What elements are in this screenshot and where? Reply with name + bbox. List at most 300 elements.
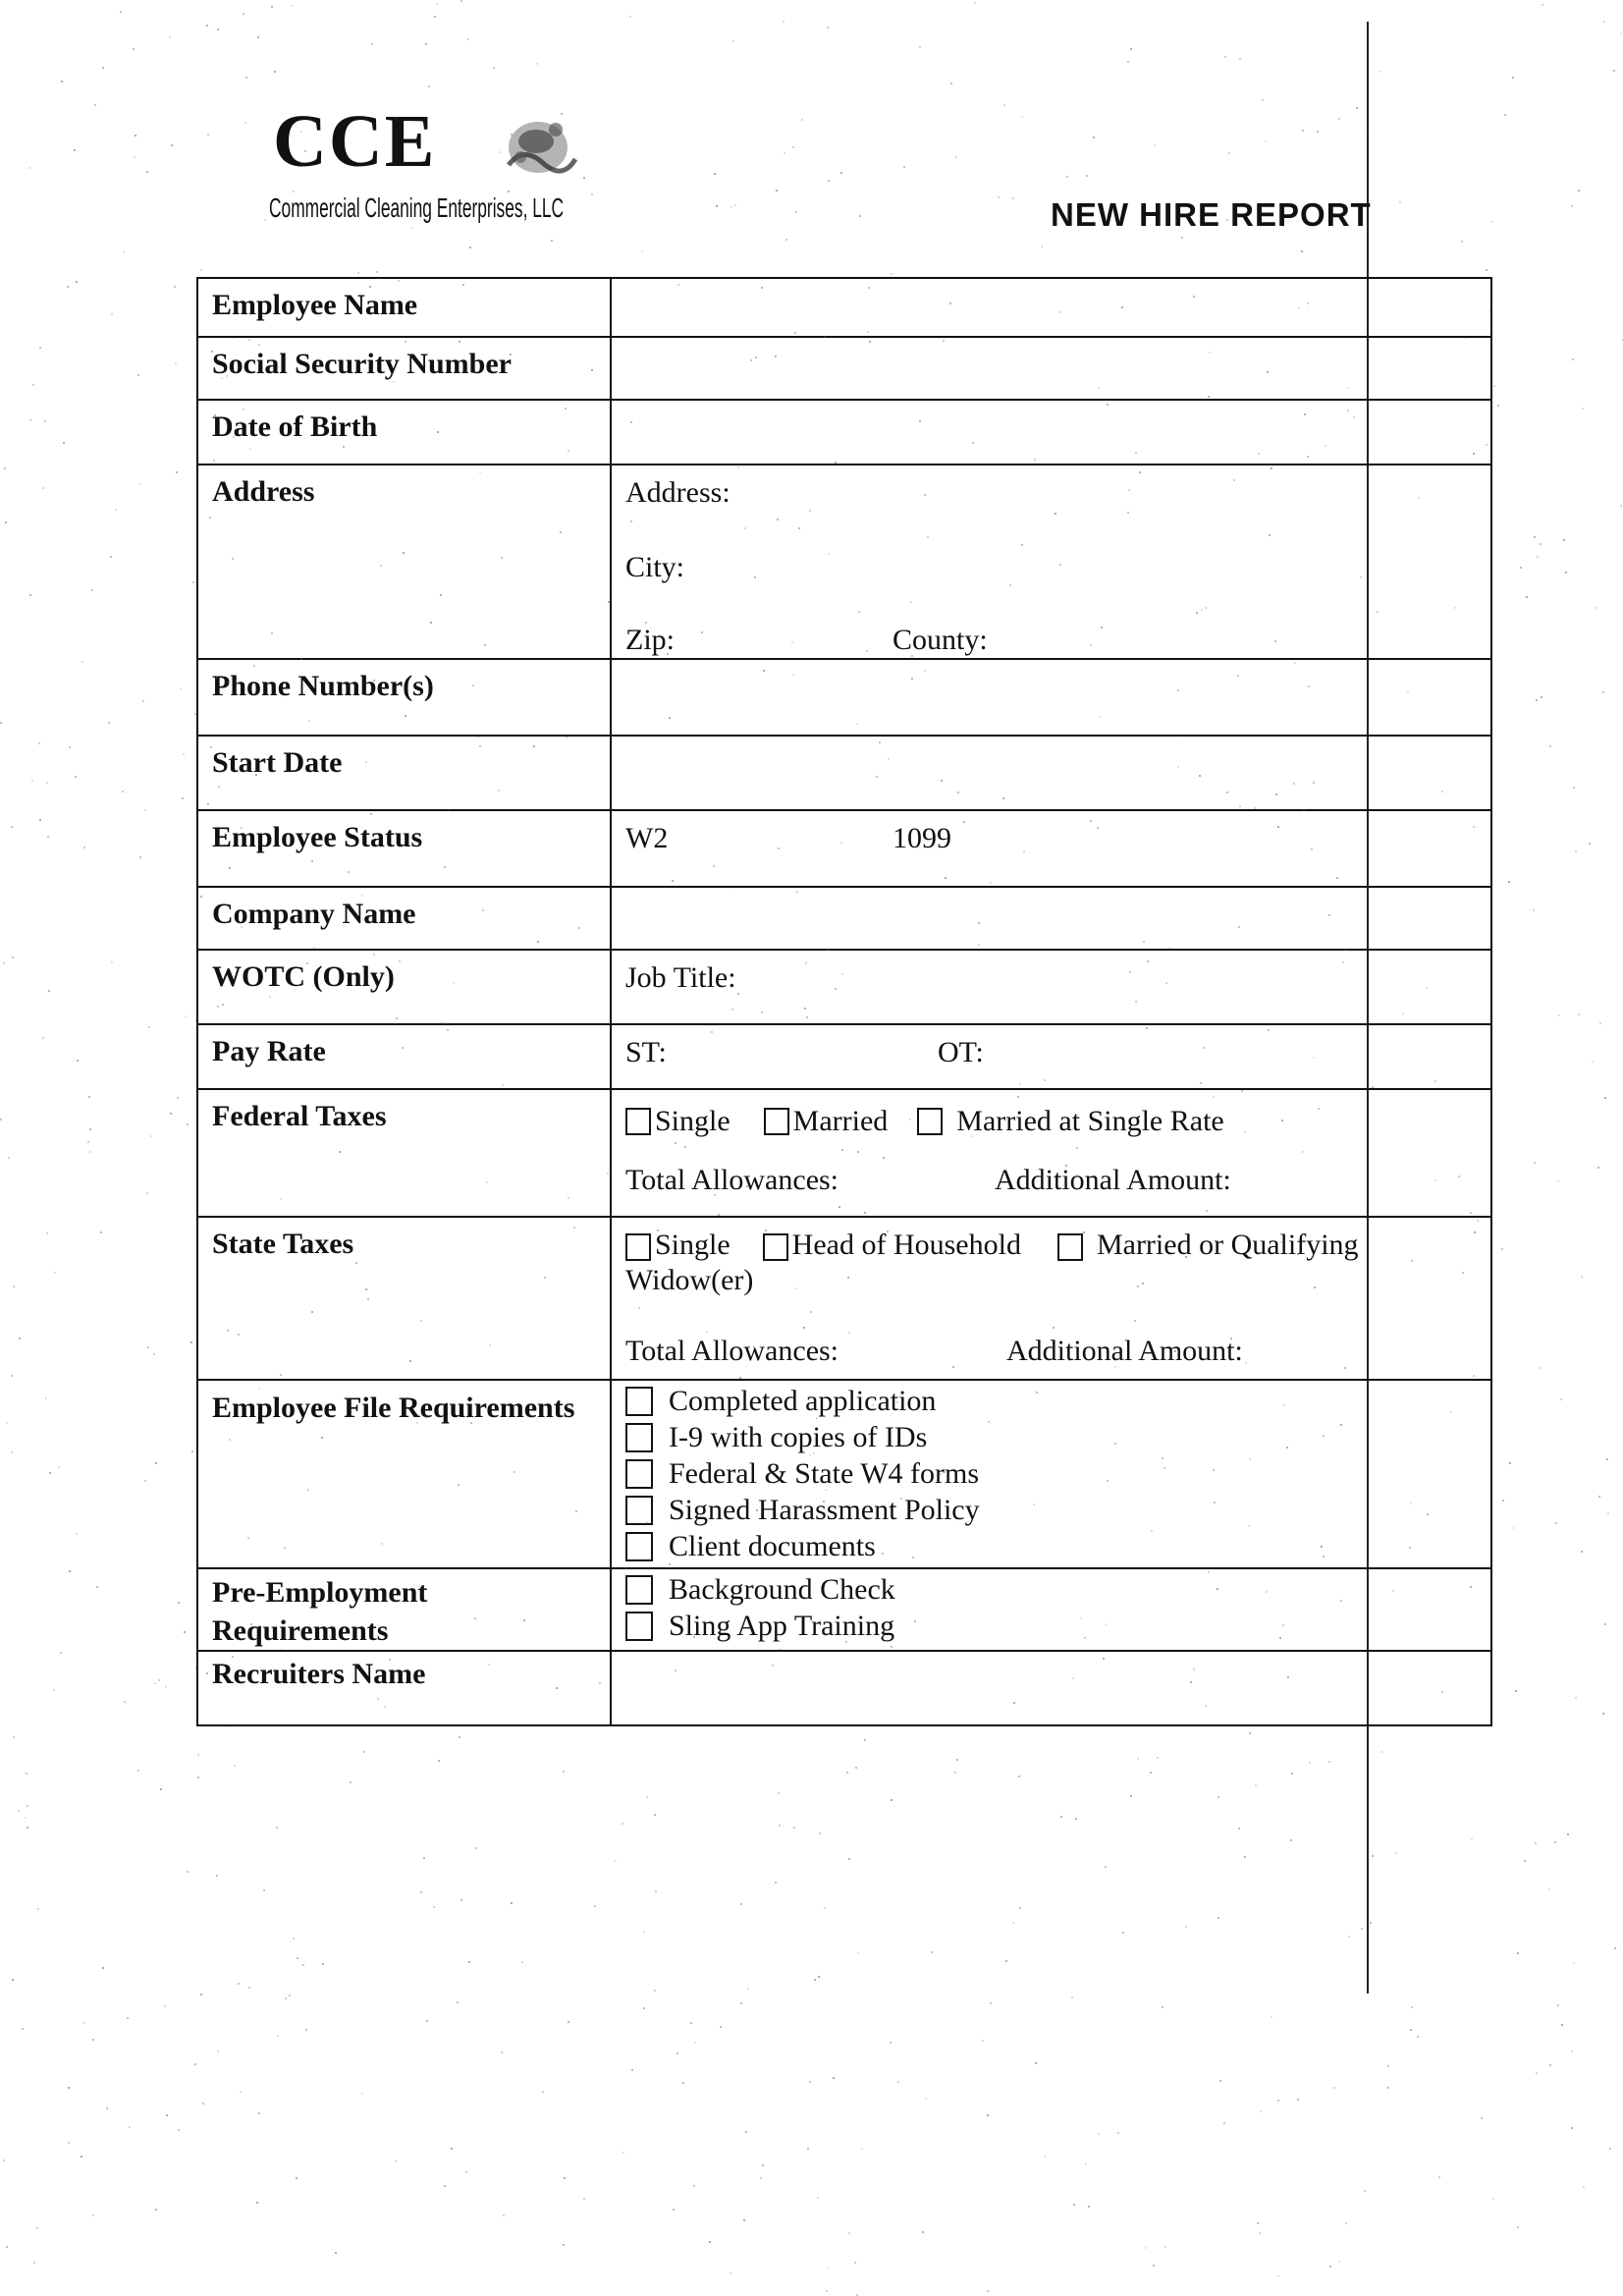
pre-employment-requirements-cell (611, 1568, 1491, 1651)
scan-speckle (146, 1192, 148, 1194)
scan-speckle (792, 674, 794, 676)
scan-speckle (1450, 1411, 1452, 1413)
scan-speckle (1438, 2176, 1440, 2178)
scan-speckle (556, 1687, 558, 1689)
scan-speckle (568, 450, 569, 452)
checklist-item (625, 1571, 1475, 1608)
scan-speckle (60, 1652, 62, 1654)
scan-speckle (630, 421, 632, 423)
scan-speckle (243, 13, 244, 15)
scan-speckle (1162, 2006, 1163, 2008)
scan-speckle (1434, 1080, 1436, 1082)
scan-speckle (841, 1149, 843, 1151)
scan-speckle (61, 81, 63, 82)
scan-speckle (1098, 2133, 1100, 2135)
scan-speckle (250, 1623, 252, 1625)
scan-speckle (1101, 627, 1103, 629)
scan-speckle (1399, 201, 1401, 203)
scan-speckle (1213, 1469, 1215, 1471)
scan-speckle (147, 1346, 149, 1348)
dob-field[interactable] (611, 400, 1491, 465)
scan-speckle (377, 1698, 379, 1700)
company-name-field[interactable] (611, 887, 1491, 950)
scan-speckle (313, 947, 315, 949)
scan-speckle (896, 1401, 898, 1403)
scan-speckle (1241, 1090, 1243, 1092)
scan-speckle (155, 1462, 157, 1464)
job-title-field[interactable] (611, 950, 1491, 1024)
state-additional-amount-field[interactable] (1006, 1334, 1243, 1369)
label-dob: Date of Birth (197, 400, 611, 465)
scan-speckle (448, 809, 450, 811)
scan-speckle (414, 1412, 416, 1414)
scan-speckle (134, 156, 135, 158)
scan-speckle (1581, 1551, 1583, 1553)
scan-speckle (1146, 1027, 1148, 1029)
scan-speckle (855, 1767, 857, 1769)
scan-speckle (607, 1173, 609, 1175)
scan-speckle (762, 2164, 764, 2166)
scan-speckle (1066, 176, 1068, 178)
scan-speckle (227, 682, 229, 683)
scan-speckle (706, 1331, 708, 1333)
scan-speckle (1441, 1691, 1443, 1693)
scan-speckle (293, 191, 295, 192)
recruiters-name-field[interactable] (611, 1651, 1491, 1725)
scan-speckle (963, 821, 965, 823)
scan-speckle (1151, 1530, 1153, 1532)
scan-speckle (0, 722, 2, 724)
scan-speckle (343, 446, 345, 448)
scan-speckle (307, 1489, 309, 1491)
scan-speckle (706, 1254, 708, 1256)
scan-speckle (1114, 1366, 1116, 1368)
scan-speckle (1336, 877, 1338, 879)
scan-speckle (1581, 1276, 1583, 1278)
scan-speckle (1164, 2246, 1166, 2248)
scan-speckle (69, 746, 71, 748)
scan-speckle (1541, 696, 1542, 698)
sling-app-training-checkbox[interactable] (625, 1612, 653, 1641)
scan-speckle (510, 354, 512, 355)
start-date-field[interactable] (611, 736, 1491, 810)
globe-leaf-logo-icon (499, 116, 579, 177)
ot-label: OT: (938, 1036, 984, 1068)
scan-speckle (1309, 1762, 1311, 1764)
scan-speckle (1348, 1936, 1350, 1938)
scan-speckle (381, 1543, 383, 1545)
scan-speckle (1379, 71, 1380, 73)
scan-speckle (1558, 1014, 1560, 1016)
scan-speckle (69, 1570, 71, 1572)
scan-speckle (108, 722, 110, 724)
scan-speckle (583, 2198, 585, 2200)
scan-speckle (371, 43, 373, 45)
scan-speckle (1561, 2024, 1563, 2026)
scan-speckle (183, 753, 185, 755)
scan-speckle (440, 594, 442, 596)
scan-speckle (1090, 820, 1092, 822)
w4-forms-label: Federal & State W4 forms (669, 1456, 980, 1490)
label-phone: Phone Number(s) (197, 659, 611, 736)
zip-field[interactable] (625, 623, 893, 658)
ot-rate-field[interactable] (938, 1035, 984, 1070)
address-line-field[interactable] (625, 475, 1475, 550)
scan-speckle (1274, 640, 1276, 642)
scan-speckle (238, 1334, 240, 1336)
federal-married-single-rate-label: Married at Single Rate (956, 1105, 1224, 1137)
state-married-qualifying-checkbox[interactable] (1057, 1233, 1083, 1261)
scan-speckle (1201, 609, 1203, 611)
scan-speckle (868, 287, 870, 289)
scan-speckle (195, 1667, 197, 1669)
scan-speckle (1281, 1120, 1283, 1121)
scan-speckle (1193, 296, 1195, 298)
scan-speckle (1135, 1001, 1137, 1003)
scan-speckle (200, 269, 202, 271)
scan-speckle (280, 1198, 282, 1200)
phone-field[interactable] (611, 659, 1491, 736)
scan-speckle (46, 1232, 48, 1234)
scan-speckle (306, 962, 308, 964)
scan-speckle (27, 1827, 28, 1829)
scan-speckle (1193, 1668, 1195, 1670)
scan-speckle (195, 1019, 197, 1021)
scan-speckle (256, 2202, 258, 2204)
label-state-taxes: State Taxes (197, 1217, 611, 1380)
state-head-of-household-label: Head of Household (791, 1229, 1021, 1261)
scan-speckle (211, 351, 213, 353)
scan-speckle (1127, 61, 1129, 63)
scan-speckle (716, 205, 718, 207)
state-single-checkbox[interactable] (625, 1233, 651, 1261)
scan-speckle (1307, 302, 1309, 304)
scan-speckle (425, 1416, 427, 1418)
completed-application-checkbox[interactable] (625, 1387, 653, 1416)
scan-speckle (1578, 1013, 1580, 1015)
scan-speckle (537, 941, 539, 943)
scan-speckle (83, 847, 85, 848)
scan-speckle (49, 1472, 51, 1474)
scan-speckle (638, 1307, 640, 1309)
state-single-label: Single (655, 1229, 730, 1261)
scan-speckle (848, 1332, 850, 1334)
scan-speckle (909, 1119, 911, 1121)
label-address: Address (197, 465, 611, 659)
scan-speckle (1361, 1928, 1363, 1930)
scan-speckle (1323, 1435, 1325, 1437)
scan-speckle (1317, 131, 1319, 133)
scan-speckle (987, 2114, 989, 2116)
scan-speckle (1583, 2186, 1585, 2188)
scan-speckle (511, 1902, 513, 1904)
scan-speckle (772, 1665, 774, 1667)
scan-speckle (1301, 250, 1303, 252)
scan-speckle (988, 1421, 990, 1423)
federal-married-single-rate-checkbox[interactable] (917, 1108, 943, 1135)
employee-name-field[interactable] (611, 278, 1491, 337)
scan-speckle (1557, 2004, 1559, 2006)
scan-speckle (1512, 1527, 1514, 1529)
w4-forms-checkbox[interactable] (625, 1459, 653, 1489)
scan-speckle (841, 973, 843, 975)
scan-speckle (887, 1230, 889, 1232)
form-row-start-date (197, 736, 1491, 810)
scan-speckle (339, 1151, 341, 1153)
scan-speckle (1150, 1772, 1152, 1774)
state-taxes-cell (611, 1217, 1491, 1380)
state-total-allowances-field[interactable] (625, 1334, 1006, 1369)
scan-speckle (667, 653, 669, 655)
county-field[interactable] (893, 623, 988, 658)
scan-speckle (1526, 596, 1528, 598)
scan-speckle (824, 1907, 826, 1909)
scan-speckle (622, 2152, 624, 2154)
scan-speckle (258, 2112, 260, 2114)
scan-speckle (891, 1646, 893, 1648)
scan-speckle (3, 962, 5, 964)
scan-speckle (835, 988, 837, 990)
scan-speckle (291, 5, 293, 7)
scan-speckle (409, 1360, 411, 1362)
scan-speckle (791, 641, 793, 643)
scan-speckle (638, 835, 640, 837)
scan-speckle (13, 1736, 15, 1738)
scan-speckle (39, 819, 41, 821)
scan-speckle (1271, 467, 1272, 469)
scan-speckle (1106, 1623, 1108, 1625)
scan-speckle (672, 880, 674, 882)
scan-speckle (123, 251, 125, 253)
scan-speckle (37, 1908, 39, 1910)
scan-speckle (178, 2129, 180, 2131)
scan-speckle (45, 1397, 47, 1399)
scan-speckle (206, 25, 208, 27)
st-label: ST: (625, 1036, 667, 1068)
city-field[interactable] (625, 550, 1475, 623)
scan-speckle (793, 1827, 795, 1829)
scan-speckle (416, 1422, 418, 1424)
background-check-label: Background Check (669, 1572, 895, 1606)
scan-speckle (1093, 137, 1095, 138)
scan-speckle (1266, 1591, 1268, 1593)
scan-speckle (1269, 534, 1271, 536)
scan-speckle (76, 1533, 78, 1535)
status-option-1099[interactable]: 1099 (893, 822, 951, 854)
scan-speckle (1596, 607, 1597, 609)
scan-speckle (1575, 1697, 1577, 1699)
scan-speckle (192, 581, 194, 583)
scan-speckle (350, 1781, 352, 1783)
scan-speckle (96, 1586, 98, 1588)
scan-speckle (1297, 1253, 1299, 1255)
scan-speckle (229, 867, 231, 869)
scan-speckle (245, 77, 247, 79)
scan-speckle (1509, 1462, 1511, 1464)
scan-speckle (1571, 2050, 1573, 2052)
scan-speckle (501, 557, 503, 559)
scan-speckle (957, 792, 959, 793)
scan-speckle (1200, 1082, 1202, 1084)
scan-speckle (425, 219, 427, 221)
scan-speckle (1565, 572, 1567, 574)
federal-additional-amount-field[interactable] (995, 1163, 1231, 1198)
scan-speckle (124, 1701, 126, 1703)
scan-speckle (890, 2042, 892, 2044)
scan-speckle (155, 2209, 157, 2211)
scan-speckle (536, 63, 538, 65)
scan-speckle (982, 2040, 984, 2042)
scan-speckle (890, 1592, 892, 1594)
scan-speckle (1504, 114, 1506, 116)
scan-speckle (373, 954, 375, 956)
scan-speckle (1311, 848, 1313, 850)
form-row-pay-rate (197, 1024, 1491, 1089)
scan-speckle (1329, 2266, 1331, 2268)
scan-speckle (395, 2160, 397, 2162)
scan-speckle (241, 926, 243, 928)
scan-speckle (1245, 1362, 1247, 1364)
scan-speckle (919, 420, 921, 422)
scan-speckle (182, 797, 184, 799)
federal-married-checkbox[interactable] (764, 1108, 789, 1135)
scan-speckle (46, 782, 48, 784)
scan-speckle (646, 1796, 648, 1798)
scan-speckle (160, 1788, 162, 1790)
scan-speckle (720, 2026, 722, 2028)
scan-speckle (297, 1957, 298, 1959)
scan-speckle (12, 1979, 14, 1981)
federal-single-checkbox[interactable] (625, 1108, 651, 1135)
scan-speckle (827, 949, 829, 951)
scan-speckle (11, 826, 13, 828)
scan-speckle (458, 1484, 460, 1486)
scan-speckle (1325, 445, 1326, 447)
scan-speckle (1130, 48, 1132, 50)
scan-speckle (474, 1617, 476, 1619)
label-pay-rate: Pay Rate (197, 1024, 611, 1089)
scan-speckle (240, 421, 242, 423)
scan-speckle (1592, 1061, 1594, 1063)
scan-speckle (1190, 1681, 1192, 1683)
scan-speckle (591, 193, 593, 195)
scan-speckle (954, 1772, 956, 1774)
scan-speckle (1073, 2204, 1075, 2206)
scan-speckle (139, 856, 141, 858)
scan-speckle (367, 1298, 369, 1300)
scan-speckle (840, 172, 842, 174)
scan-speckle (1493, 385, 1495, 387)
scan-speckle (1313, 1057, 1315, 1059)
scan-speckle (1055, 513, 1056, 515)
scan-speckle (779, 1649, 781, 1651)
scan-speckle (1219, 2080, 1221, 2082)
scan-speckle (29, 419, 31, 421)
scan-speckle (365, 761, 367, 763)
scan-speckle (1208, 1571, 1210, 1573)
scan-speckle (58, 1466, 60, 1468)
scan-speckle (629, 16, 631, 18)
scan-speckle (122, 791, 124, 793)
scan-speckle (1129, 971, 1131, 973)
scan-speckle (1410, 1503, 1412, 1504)
harassment-policy-checkbox[interactable] (625, 1496, 653, 1525)
scan-speckle (180, 688, 182, 690)
scan-speckle (1090, 644, 1092, 646)
scan-speckle (563, 1771, 565, 1773)
status-option-w2[interactable]: W2 (625, 822, 669, 854)
scan-speckle (177, 1097, 179, 1099)
scan-speckle (1239, 58, 1241, 60)
scan-speckle (817, 2197, 819, 2199)
scan-speckle (1044, 1079, 1046, 1081)
scan-speckle (1338, 2261, 1340, 2263)
scan-speckle (987, 2290, 989, 2292)
scan-speckle (206, 1672, 208, 1674)
scan-speckle (217, 2050, 219, 2052)
scan-speckle (1199, 775, 1201, 777)
scan-speckle (451, 2148, 453, 2150)
scan-speckle (472, 684, 474, 686)
scan-speckle (684, 1146, 686, 1148)
scan-speckle (462, 284, 464, 286)
scan-speckle (857, 1952, 859, 1954)
scan-speckle (1492, 2198, 1494, 2200)
federal-total-allowances-field[interactable] (625, 1163, 995, 1198)
i9-ids-checkbox[interactable] (625, 1423, 653, 1452)
scan-speckle (643, 2007, 645, 2009)
scan-speckle (1372, 1855, 1374, 1857)
scan-speckle (1017, 1096, 1019, 1098)
scan-speckle (94, 104, 96, 106)
scan-speckle (110, 556, 112, 558)
scan-speckle (1277, 2275, 1279, 2277)
scan-speckle (1364, 2190, 1366, 2192)
scan-speckle (1168, 948, 1170, 950)
scan-speckle (825, 1489, 827, 1491)
scan-speckle (194, 713, 196, 715)
scan-speckle (202, 2103, 204, 2105)
client-documents-checkbox[interactable] (625, 1532, 653, 1561)
ssn-field[interactable] (611, 337, 1491, 400)
state-head-of-household-checkbox[interactable] (763, 1233, 788, 1261)
scan-speckle (806, 1016, 808, 1018)
scan-speckle (730, 2272, 731, 2274)
scan-speckle (701, 631, 703, 633)
st-rate-field[interactable] (625, 1035, 938, 1070)
scan-speckle (216, 1875, 218, 1877)
scan-speckle (226, 375, 228, 377)
scan-speckle (164, 2005, 166, 2007)
scan-speckle (646, 1522, 648, 1524)
label-ssn: Social Security Number (197, 337, 611, 400)
scan-speckle (903, 166, 905, 168)
scan-speckle (1407, 690, 1409, 692)
scan-speckle (1268, 1029, 1270, 1031)
scan-speckle (489, 1344, 491, 1346)
scan-speckle (1277, 826, 1279, 828)
scan-speckle (711, 1031, 713, 1033)
scan-speckle (1377, 611, 1379, 613)
scan-speckle (1127, 512, 1129, 514)
scan-speckle (1139, 471, 1141, 473)
background-check-checkbox[interactable] (625, 1575, 653, 1605)
scan-speckle (484, 644, 486, 646)
scan-speckle (257, 36, 259, 38)
scan-speckle (565, 408, 567, 410)
scan-speckle (1260, 2110, 1262, 2112)
scan-speckle (573, 1227, 575, 1229)
